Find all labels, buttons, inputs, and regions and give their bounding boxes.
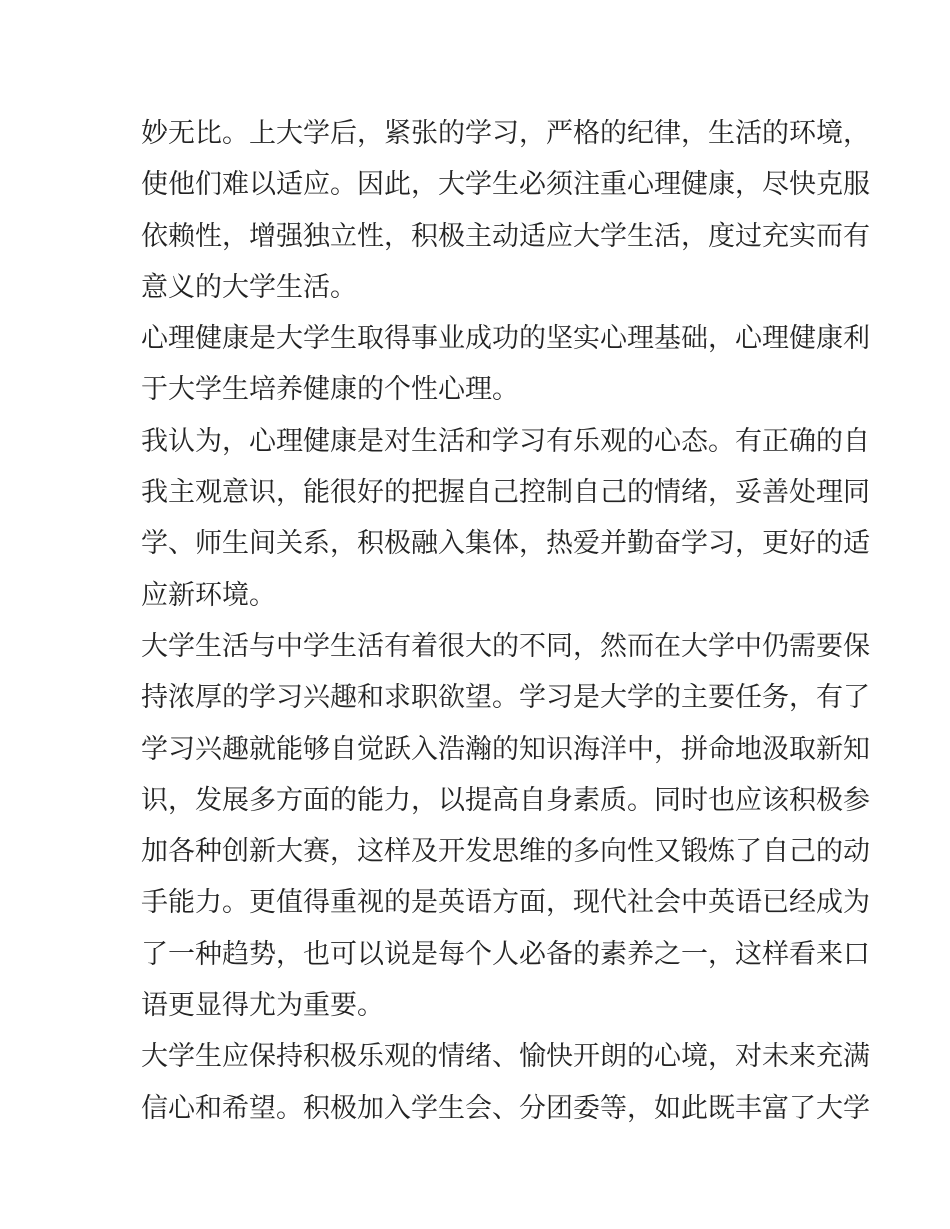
text-line: 大学生活与中学生活有着很大的不同，然而在大学中仍需要保: [141, 630, 870, 662]
text-line: 持浓厚的学习兴趣和求职欲望。学习是大学的主要任务，有了: [141, 682, 870, 714]
text-line: 意义的大学生活。: [141, 271, 357, 303]
text-line: 大学生应保持积极乐观的情绪、愉快开朗的心境，对未来充满: [141, 1041, 870, 1073]
text-line: 依赖性，增强独立性，积极主动适应大学生活，度过充实而有: [141, 220, 870, 252]
text-line: 应新环境。: [141, 579, 276, 611]
text-line: 使他们难以适应。因此，大学生必须注重心理健康，尽快克服: [141, 169, 870, 201]
text-line: 学习兴趣就能够自觉跃入浩瀚的知识海洋中，拼命地汲取新知: [141, 733, 870, 765]
text-line: 手能力。更值得重视的是英语方面，现代社会中英语已经成为: [141, 887, 870, 919]
text-line: 我认为，心理健康是对生活和学习有乐观的心态。有正确的自: [141, 425, 870, 457]
text-line: 心理健康是大学生取得事业成功的坚实心理基础，心理健康利: [141, 323, 870, 355]
text-line: 识，发展多方面的能力，以提高自身素质。同时也应该积极参: [141, 784, 870, 816]
body-text: [141, 108, 870, 1134]
text-line: 语更显得尤为重要。: [141, 990, 384, 1022]
text-line: 信心和希望。积极加入学生会、分团委等，如此既丰富了大学: [141, 1092, 870, 1124]
text-line: 于大学生培养健康的个性心理。: [141, 374, 519, 406]
text-line: 了一种趋势，也可以说是每个人必备的素养之一，这样看来口: [141, 938, 870, 970]
text-line: 我主观意识，能很好的把握自己控制自己的情绪，妥善处理同: [141, 477, 870, 509]
text-line: 妙无比。上大学后，紧张的学习，严格的纪律，生活的环境，: [141, 118, 870, 149]
text-line: 加各种创新大赛，这样及开发思维的多向性又锻炼了自己的动: [141, 836, 870, 868]
text-line: 学、师生间关系，积极融入集体，热爱并勤奋学习，更好的适: [141, 528, 870, 560]
